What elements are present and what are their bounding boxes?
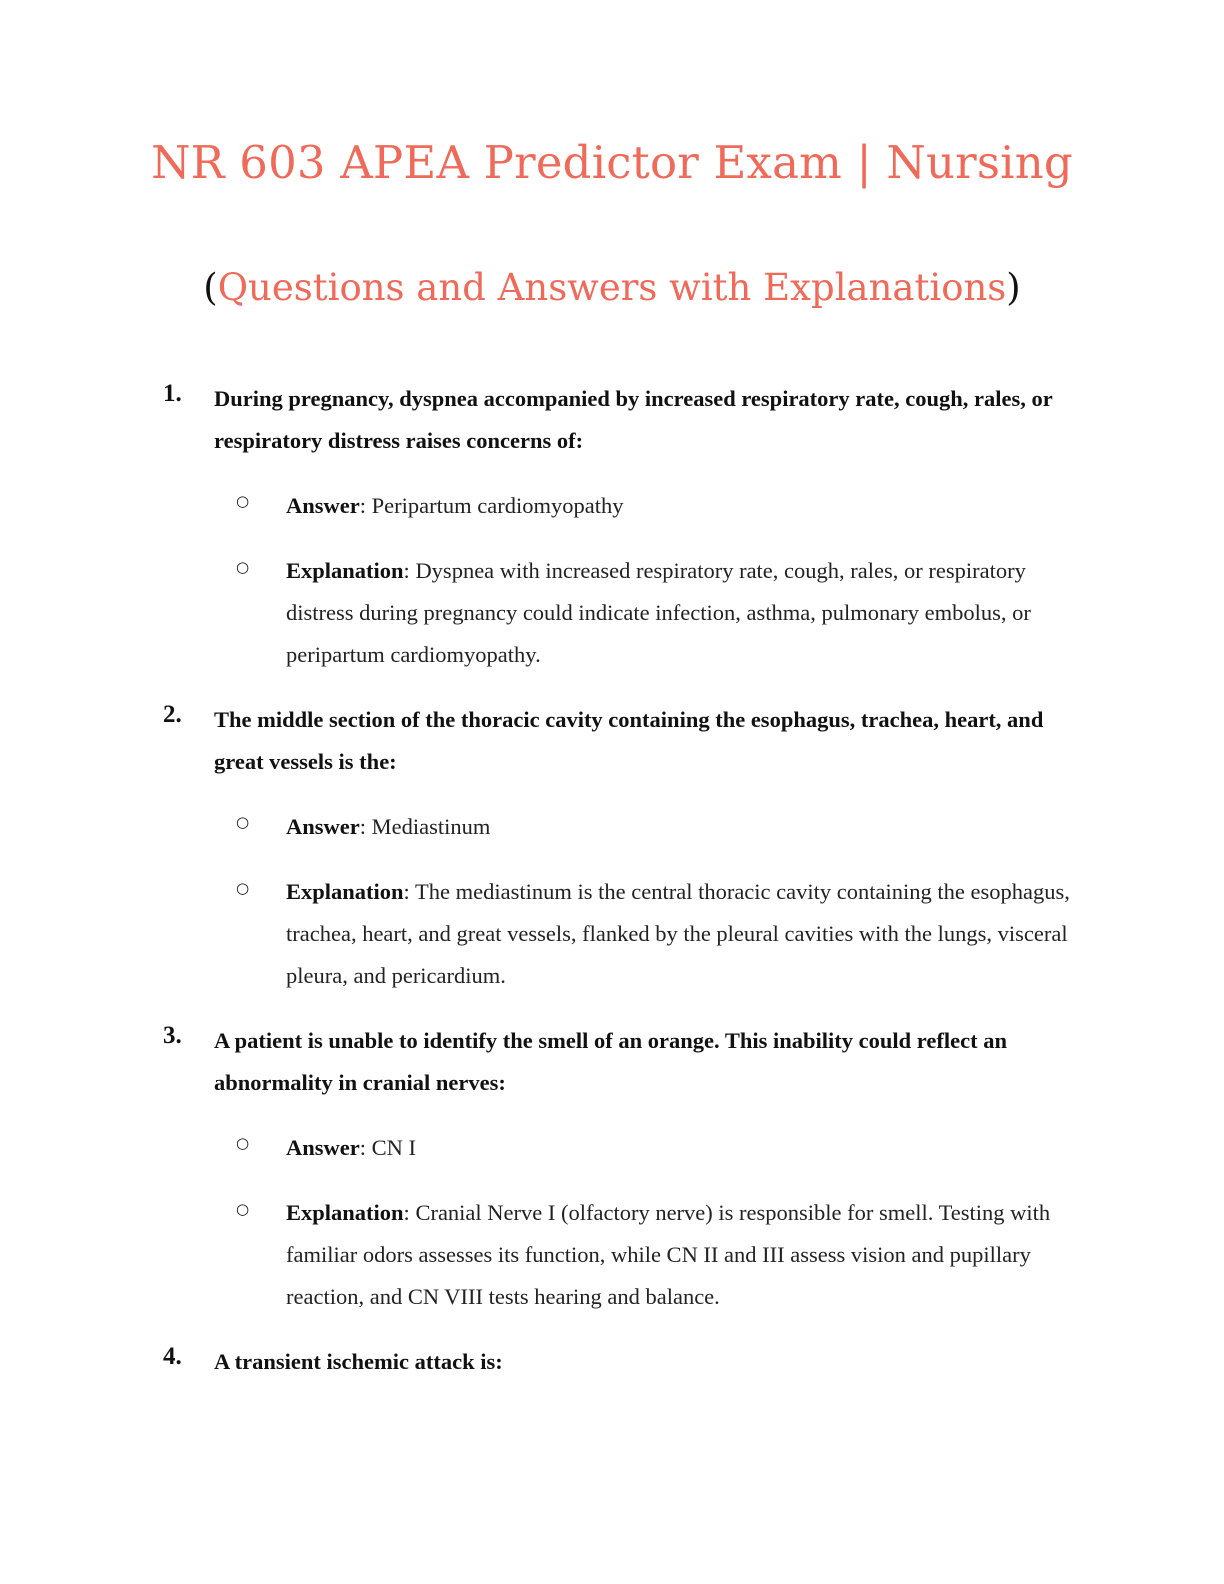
answer-label: Answer	[286, 814, 360, 839]
question-text: A transient ischemic attack is:	[214, 1349, 503, 1374]
explanation-entry	[286, 550, 1076, 676]
page-subtitle	[0, 266, 1224, 309]
bullet-icon: ○	[236, 879, 250, 897]
explanation-separator: :	[403, 558, 416, 583]
answer-separator: :	[359, 1135, 372, 1160]
bullet-icon: ○	[236, 1134, 250, 1152]
subtitle-open-paren: (	[203, 266, 218, 309]
explanation-separator: :	[403, 879, 416, 904]
answer-entry	[286, 485, 1076, 527]
answer-label: Answer	[286, 1135, 360, 1160]
explanation-entry	[286, 1192, 1076, 1318]
explanation-label: Explanation	[286, 558, 404, 583]
explanation-separator: :	[403, 1200, 416, 1225]
answer-label: Answer	[286, 493, 360, 518]
subtitle-text: Questions and Answers with Explanations	[217, 266, 1007, 309]
question-text: A patient is unable to identify the smell of an orange. This inability could reflect an abnormality in cranial nerves:	[214, 1028, 1007, 1095]
answer-separator: :	[359, 814, 372, 839]
explanation-text: Cranial Nerve I (olfactory nerve) is responsible for smell. Testing with familiar odors assesses its function, while CN II and III assess vision and pupillary reaction, and CN VIII tests hearing and balance.	[286, 1200, 1051, 1309]
subtitle-close-paren: )	[1006, 266, 1021, 309]
explanation-text: The mediastinum is the central thoracic cavity containing the esophagus, trachea, heart, and great vessels, flanked by the pleural cavities with the lungs, visceral pleura, and pericardium.	[286, 879, 1070, 988]
answer-separator: :	[359, 493, 372, 518]
explanation-text: Dyspnea with increased respiratory rate, cough, rales, or respiratory distress during pregnancy could indicate infection, asthma, pulmonary embolus, or peripartum cardiomyopathy.	[286, 558, 1031, 667]
answer-text: Mediastinum	[371, 814, 491, 839]
question-text: During pregnancy, dyspnea accompanied by increased respiratory rate, cough, rales, or respiratory distress raises concerns of:	[214, 386, 1053, 453]
answer-entry	[286, 1127, 1076, 1169]
answer-text: Peripartum cardiomyopathy	[371, 493, 624, 518]
explanation-label: Explanation	[286, 879, 404, 904]
bullet-icon: ○	[236, 1200, 250, 1218]
explanation-label: Explanation	[286, 1200, 404, 1225]
question-number: 4.	[163, 1343, 182, 1370]
answer-entry	[286, 806, 1076, 848]
question-number: 3.	[163, 1022, 182, 1049]
bullet-icon: ○	[236, 558, 250, 576]
page-title: NR 603 APEA Predictor Exam | Nursing	[151, 136, 1073, 189]
question-number: 2.	[163, 701, 182, 728]
explanation-entry	[286, 871, 1076, 997]
bullet-icon: ○	[236, 492, 250, 510]
answer-text: CN I	[371, 1135, 417, 1160]
question-text: The middle section of the thoracic cavity containing the esophagus, trachea, heart, and great vessels is the:	[214, 707, 1044, 774]
question-number: 1.	[163, 380, 182, 407]
bullet-icon: ○	[236, 813, 250, 831]
